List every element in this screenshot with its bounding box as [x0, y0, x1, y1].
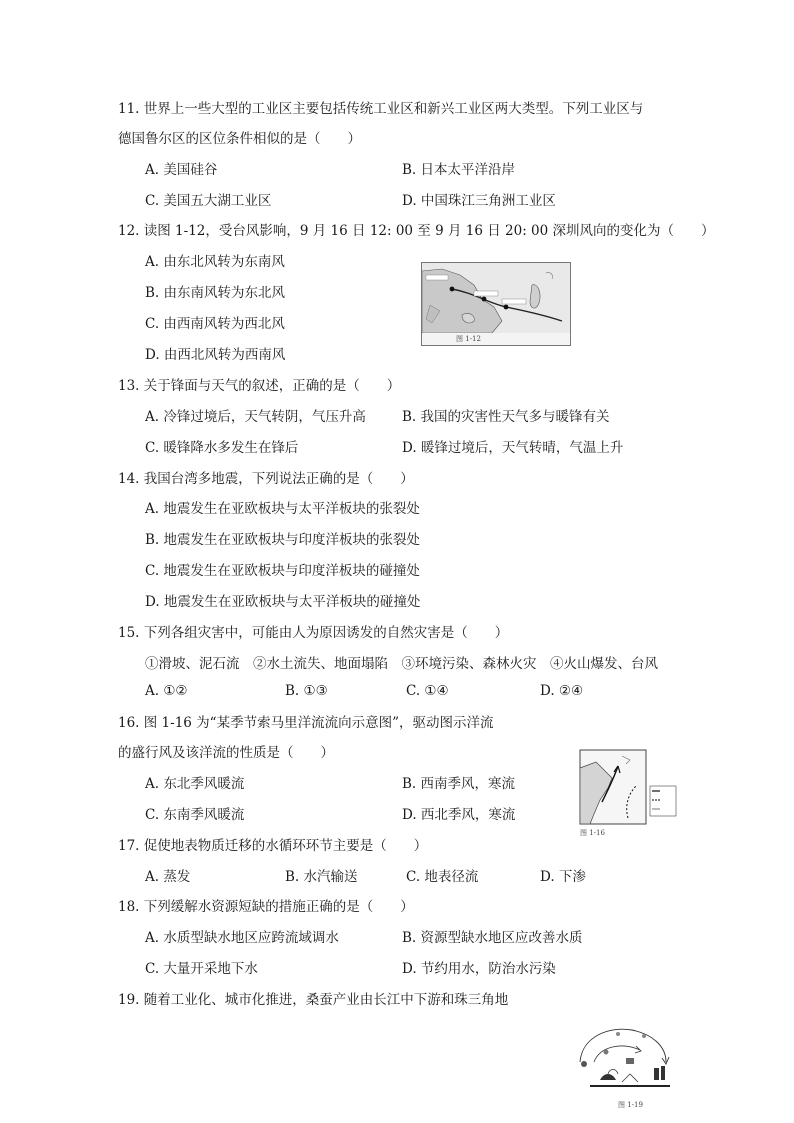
q16-option-b[interactable]: B. 西南季风，寒流	[402, 776, 516, 792]
q14-option-b[interactable]: B. 地震发生在亚欧板块与印度洋板块的张裂处	[145, 532, 421, 548]
q12-option-c[interactable]: C. 由西南风转为西北风	[145, 316, 285, 332]
question-11-line-1: 11. 世界上一些大型的工业区主要包括传统工业区和新兴工业区两大类型。下列工业区与	[118, 101, 644, 117]
q17-option-d[interactable]: D. 下渗	[540, 869, 586, 885]
q16-option-d[interactable]: D. 西北季风，寒流	[402, 807, 516, 823]
question-11-line-2: 德国鲁尔区的区位条件相似的是（ ）	[118, 131, 361, 147]
q17-option-b[interactable]: B. 水汽输送	[285, 869, 358, 885]
q18-option-c[interactable]: C. 大量开采地下水	[145, 961, 258, 977]
q11-option-c[interactable]: C. 美国五大湖工业区	[145, 193, 272, 209]
figure-1-16-caption: 图 1-16	[580, 829, 605, 837]
q17-option-c[interactable]: C. 地表径流	[406, 869, 479, 885]
question-16-line-1: 16. 图 1-16 为“某季节索马里洋流流向示意图”，驱动图示洋流	[118, 715, 494, 731]
question-16-line-2: 的盛行风及该洋流的性质是（ ）	[118, 745, 334, 761]
question-14-line-1: 14. 我国台湾多地震，下列说法正确的是（ ）	[118, 471, 414, 487]
q13-option-d[interactable]: D. 暖锋过境后，天气转晴，气温上升	[402, 440, 624, 456]
figure-1-12-caption: 图 1-12	[456, 335, 481, 343]
q12-option-d[interactable]: D. 由西北风转为西南风	[145, 347, 286, 363]
question-13-line-1: 13. 关于锋面与天气的叙述，正确的是（ ）	[118, 378, 401, 394]
q11-option-b[interactable]: B. 日本太平洋沿岸	[402, 162, 516, 178]
q16-option-a[interactable]: A. 东北季风暖流	[145, 776, 245, 792]
figure-1-16-somali-current	[578, 748, 678, 838]
q18-option-b[interactable]: B. 资源型缺水地区应改善水质	[402, 930, 583, 946]
q11-option-d[interactable]: D. 中国珠江三角洲工业区	[402, 193, 556, 209]
figure-1-19-diagram	[570, 1022, 678, 1112]
q14-option-c[interactable]: C. 地震发生在亚欧板块与印度洋板块的碰撞处	[145, 563, 420, 579]
typhoon-track-map-image	[422, 263, 570, 333]
q11-option-a[interactable]: A. 美国硅谷	[145, 162, 218, 178]
q15-option-b[interactable]: B. ①③	[285, 683, 328, 699]
cycle-diagram-image	[570, 1022, 678, 1098]
question-17-line-1: 17. 促使地表物质迁移的水循环环节主要是（ ）	[118, 838, 428, 854]
q15-option-c[interactable]: C. ①④	[406, 683, 449, 699]
q15-option-a[interactable]: A. ①②	[145, 683, 188, 699]
question-18-line-1: 18. 下列缓解水资源短缺的措施正确的是（ ）	[118, 899, 414, 915]
figure-1-19-caption: 图 1-19	[618, 1101, 643, 1109]
q15-option-d[interactable]: D. ②④	[540, 683, 584, 699]
figure-1-12-typhoon-map	[421, 262, 571, 346]
q13-option-c[interactable]: C. 暖锋降水多发生在锋后	[145, 440, 299, 456]
q17-option-a[interactable]: A. 蒸发	[145, 869, 191, 885]
q18-option-d[interactable]: D. 节约用水，防治水污染	[402, 961, 556, 977]
somali-current-map-image	[578, 748, 678, 828]
question-15-line-1: 15. 下列各组灾害中，可能由人为原因诱发的自然灾害是（ ）	[118, 625, 509, 641]
q12-option-a[interactable]: A. 由东北风转为东南风	[145, 254, 285, 270]
question-15-line-2: ①滑坡、泥石流 ②水土流失、地面塌陷 ③环境污染、森林火灾 ④火山爆发、台风	[145, 656, 658, 672]
q12-option-b[interactable]: B. 由东南风转为东北风	[145, 285, 286, 301]
q16-option-c[interactable]: C. 东南季风暖流	[145, 807, 245, 823]
question-19-line-1: 19. 随着工业化、城市化推进，桑蚕产业由长江中下游和珠三角地	[118, 992, 509, 1008]
q14-option-d[interactable]: D. 地震发生在亚欧板块与太平洋板块的碰撞处	[145, 594, 421, 610]
q13-option-a[interactable]: A. 冷锋过境后，天气转阴，气压升高	[145, 409, 366, 425]
q14-option-a[interactable]: A. 地震发生在亚欧板块与太平洋板块的张裂处	[145, 501, 420, 517]
q13-option-b[interactable]: B. 我国的灾害性天气多与暖锋有关	[402, 409, 610, 425]
question-12-line-1: 12. 读图 1-12，受台风影响，9 月 16 日 12: 00 至 9 月 16 日 20: 00 深圳风向的变化为（ ）	[118, 223, 715, 239]
q18-option-a[interactable]: A. 水质型缺水地区应跨流域调水	[145, 930, 339, 946]
